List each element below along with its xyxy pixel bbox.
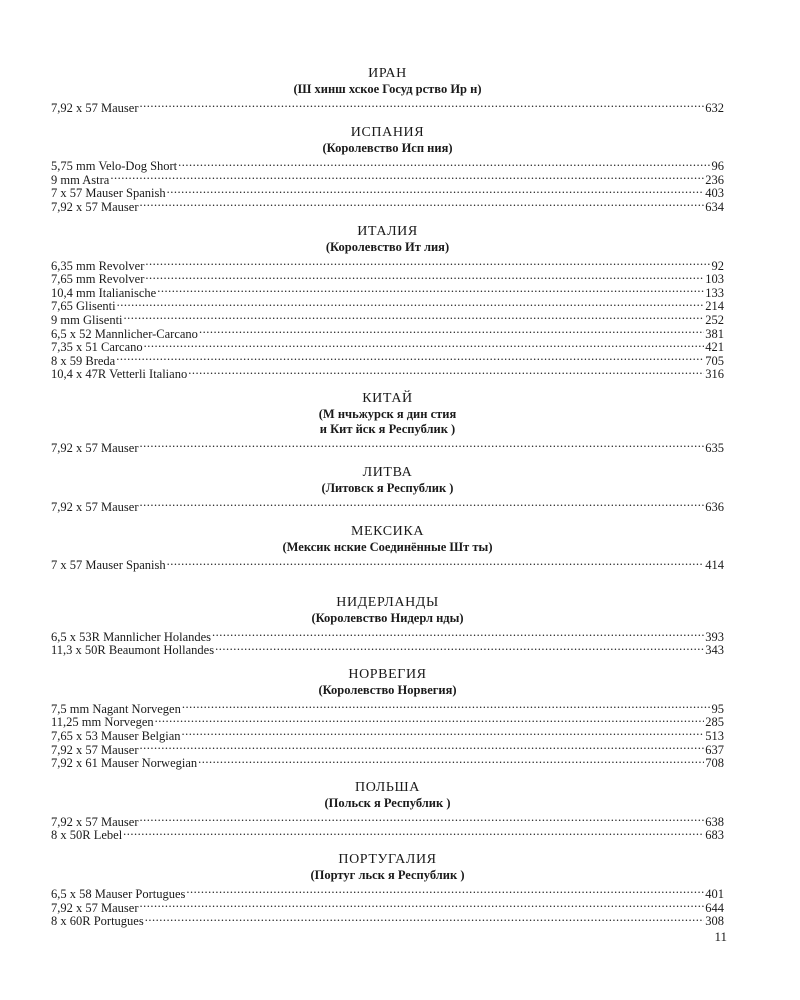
page-reference: 636 (705, 499, 724, 514)
country-official-name: (Королевство Норвегия) (318, 683, 457, 698)
cartridge-list (51, 438, 724, 455)
index-entry (51, 740, 724, 757)
dot-leader (140, 740, 705, 754)
country-section (51, 852, 724, 929)
dot-leader (182, 699, 711, 713)
cartridge-list (51, 157, 724, 214)
dot-leader (157, 283, 704, 297)
index-entry (51, 699, 724, 716)
index-entry (51, 365, 724, 382)
cartridge-name: 7,92 x 57 Mauser (51, 199, 139, 214)
page-reference: 252 (705, 312, 724, 327)
cartridge-name: 7,92 x 57 Mauser (51, 440, 139, 455)
country-official-name: (Королевство Ит лия) (325, 239, 450, 254)
country-section (51, 523, 724, 573)
country-name: НОРВЕГИЯ (348, 667, 427, 683)
dot-leader (140, 197, 705, 211)
country-name: КИТАЙ (362, 391, 413, 407)
page-reference: 705 (705, 353, 724, 368)
dot-leader (140, 438, 705, 452)
cartridge-name: 7 x 57 Mauser Spanish (51, 186, 166, 201)
page-reference: 634 (705, 199, 724, 214)
page-reference: 513 (705, 729, 724, 744)
cartridge-list (51, 98, 724, 115)
dot-leader (140, 898, 705, 912)
country-official-name: (Литовск я Республик ) (321, 480, 454, 495)
dot-leader (182, 726, 705, 740)
cartridge-list (51, 699, 724, 771)
cartridge-name: 7,92 x 57 Mauser (51, 900, 139, 915)
dot-leader (167, 184, 705, 198)
dot-leader (140, 812, 705, 826)
page-reference: 644 (705, 900, 724, 915)
cartridge-list (51, 812, 724, 843)
country-official-name: (Мексик нские Соединённые Шт ты) (282, 539, 493, 554)
index-entry (51, 438, 724, 455)
cartridge-name: 8 x 50R Lebel (51, 828, 123, 843)
dot-leader (110, 170, 704, 184)
cartridge-name: 10,4 mm Italianische (51, 285, 157, 300)
index-entry (51, 497, 724, 514)
dot-leader (198, 754, 704, 768)
dot-leader (145, 912, 705, 926)
country-name: НИДЕРЛАНДЫ (336, 595, 439, 611)
page-reference: 103 (705, 272, 724, 287)
page-reference: 414 (705, 558, 724, 573)
country-section (51, 66, 724, 115)
cartridge-list (51, 497, 724, 514)
index-entry (51, 197, 724, 214)
cartridge-name: 7,35 x 51 Carcano (51, 340, 143, 355)
page-reference: 236 (705, 172, 724, 187)
index-page (51, 66, 724, 938)
dot-leader (167, 556, 705, 570)
dot-leader (123, 826, 704, 840)
page-reference: 96 (711, 159, 724, 174)
dot-leader (186, 884, 704, 898)
cartridge-list (51, 627, 724, 658)
page-reference: 403 (705, 186, 724, 201)
dot-leader (215, 641, 704, 655)
index-entry (51, 157, 724, 174)
cartridge-name: 7,5 mm Nagant Norvegen (51, 701, 181, 716)
dot-leader (188, 365, 704, 379)
page-reference: 708 (705, 756, 724, 771)
index-entry (51, 912, 724, 929)
country-name: ИРАН (368, 66, 407, 81)
cartridge-list (51, 884, 724, 929)
index-entry (51, 338, 724, 355)
cartridge-name: 5,75 mm Velo-Dog Short (51, 159, 178, 174)
country-official-name: (Ш хинш хское Госуд рство Ир н) (293, 82, 482, 96)
country-official-name: (М нчьжурск я дин стия (318, 407, 457, 422)
cartridge-name: 7,65 x 53 Mauser Belgian (51, 729, 181, 744)
index-entry (51, 627, 724, 644)
country-name: МЕКСИКА (350, 523, 425, 539)
page-reference: 632 (705, 100, 724, 115)
index-entry (51, 812, 724, 829)
cartridge-name: 11,3 x 50R Beaumont Hollandes (51, 643, 215, 658)
country-section (51, 464, 724, 514)
index-entry (51, 324, 724, 341)
country-official-name: (Королевство Исп ния) (322, 140, 453, 155)
page-reference: 285 (705, 715, 724, 730)
page-reference: 401 (705, 887, 724, 902)
dot-leader (116, 351, 704, 365)
dot-leader (124, 310, 705, 324)
index-entry (51, 98, 724, 115)
cartridge-name: 9 mm Glisenti (51, 312, 123, 327)
cartridge-name: 8 x 60R Portugues (51, 914, 144, 929)
index-entry (51, 641, 724, 658)
dot-leader (155, 713, 705, 727)
cartridge-name: 7,92 x 57 Mauser (51, 499, 139, 514)
country-name: ПОРТУГАЛИЯ (338, 852, 437, 868)
cartridge-name: 7,65 mm Revolver (51, 272, 145, 287)
page-reference: 638 (705, 814, 724, 829)
page-reference: 393 (705, 629, 724, 644)
index-entry (51, 184, 724, 201)
page-reference: 683 (705, 828, 724, 843)
country-section (51, 124, 724, 214)
cartridge-name: 6,35 mm Revolver (51, 258, 145, 273)
cartridge-name: 7 x 57 Mauser Spanish (51, 558, 166, 573)
country-name: ИТАЛИЯ (357, 223, 418, 239)
page-reference: 316 (705, 367, 724, 382)
dot-leader (145, 256, 710, 270)
index-entry (51, 351, 724, 368)
cartridge-name: 11,25 mm Norvegen (51, 715, 154, 730)
page-number: 11 (714, 929, 727, 944)
index-entry (51, 270, 724, 287)
cartridge-list (51, 256, 724, 382)
cartridge-name: 9 mm Astra (51, 172, 110, 187)
page-reference: 637 (705, 742, 724, 757)
index-entry (51, 283, 724, 300)
country-official-name: (Португ льск я Республик ) (310, 868, 465, 883)
index-entry (51, 556, 724, 573)
page-reference: 95 (711, 701, 724, 716)
index-entry (51, 256, 724, 273)
page-reference: 343 (705, 643, 724, 658)
page-reference: 92 (711, 258, 724, 273)
country-official-name: и Кит йск я Республик ) (319, 422, 456, 437)
page-reference: 421 (705, 340, 724, 355)
dot-leader (140, 98, 705, 112)
country-section (51, 223, 724, 382)
cartridge-name: 7,65 Glisenti (51, 299, 116, 314)
cartridge-name: 6,5 x 53R Mannlicher Holandes (51, 629, 212, 644)
country-name: ПОЛЬША (355, 780, 420, 796)
page-reference: 635 (705, 440, 724, 455)
country-name: ИСПАНИЯ (350, 124, 425, 140)
index-entry (51, 170, 724, 187)
cartridge-list (51, 556, 724, 573)
dot-leader (199, 324, 704, 338)
cartridge-name: 7,92 x 57 Mauser (51, 814, 139, 829)
dot-leader (144, 338, 705, 352)
index-entry (51, 754, 724, 771)
page-reference: 308 (705, 914, 724, 929)
index-entry (51, 297, 724, 314)
index-entry (51, 884, 724, 902)
dot-leader (212, 627, 704, 641)
page-reference: 381 (705, 326, 724, 341)
dot-leader (117, 297, 705, 311)
index-entry (51, 713, 724, 730)
cartridge-name: 8 x 59 Breda (51, 353, 116, 368)
cartridge-name: 6,5 x 58 Mauser Portugues (51, 887, 186, 902)
dot-leader (178, 157, 710, 171)
cartridge-name: 7,92 x 57 Mauser (51, 742, 139, 757)
page-reference: 133 (705, 285, 724, 300)
country-name: ЛИТВА (362, 464, 413, 480)
country-section (51, 391, 724, 455)
cartridge-name: 7,92 x 61 Mauser Norwegian (51, 756, 198, 771)
index-entry (51, 898, 724, 915)
country-official-name: (Польск я Республик ) (324, 796, 451, 811)
index-entry (51, 826, 724, 843)
country-official-name: (Королевство Нидерл нды) (311, 611, 464, 626)
index-entry (51, 310, 724, 327)
cartridge-name: 7,92 x 57 Mauser (51, 100, 139, 115)
country-section (51, 780, 724, 843)
country-section (51, 595, 724, 658)
dot-leader (140, 497, 705, 511)
dot-leader (145, 270, 704, 284)
country-section (51, 667, 724, 771)
cartridge-name: 6,5 x 52 Mannlicher-Carcano (51, 326, 198, 341)
index-entry (51, 726, 724, 744)
cartridge-name: 10,4 x 47R Vetterli Italiano (51, 367, 188, 382)
page-reference: 214 (705, 299, 724, 314)
